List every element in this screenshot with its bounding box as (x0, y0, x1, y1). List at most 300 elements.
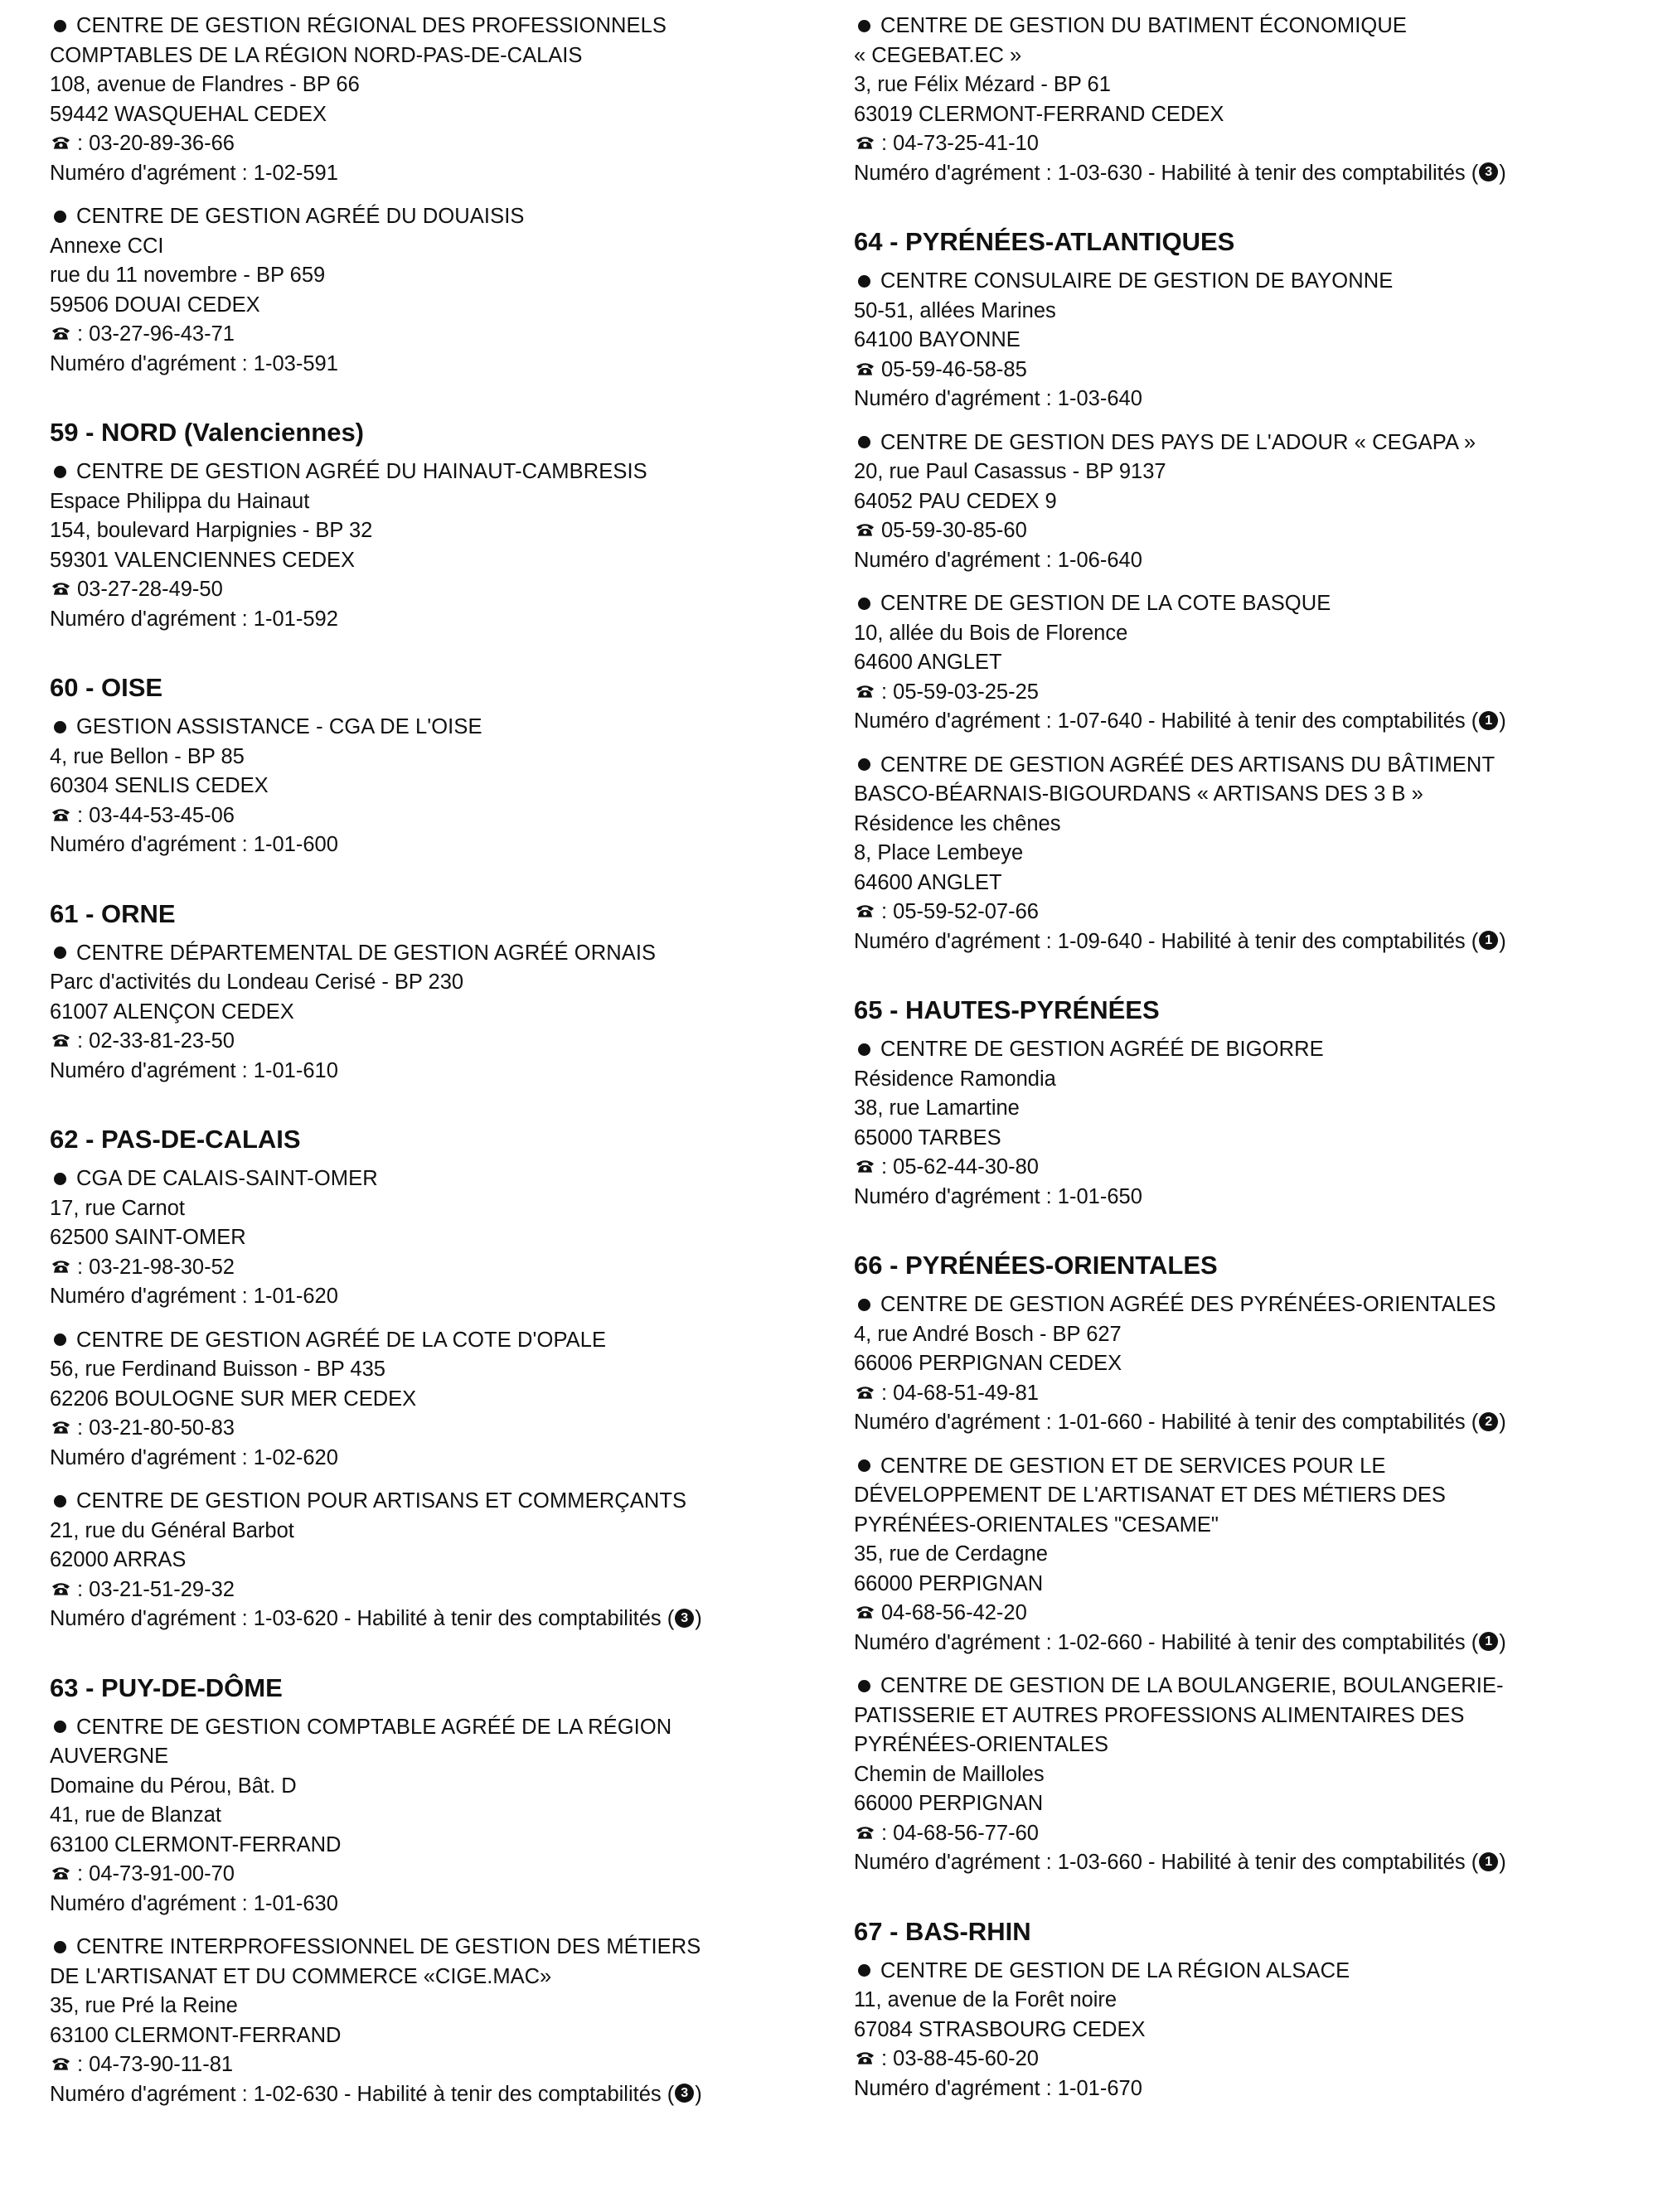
entry-line-text: 10, allée du Bois de Florence (854, 621, 1128, 645)
entry-name-text: CGA DE CALAIS-SAINT-OMER (76, 1167, 378, 1190)
entry-address-line (50, 1223, 829, 1253)
bullet-icon (54, 466, 66, 478)
entry-line-text: 11, avenue de la Forêt noire (854, 1988, 1117, 2011)
phone-icon (856, 684, 875, 699)
entry-agrement (50, 1282, 829, 1312)
entry-name (50, 1933, 829, 1963)
entry-agrement (854, 927, 1629, 957)
entry-phone (50, 320, 829, 350)
left-column (50, 12, 829, 2123)
phone-number: : 04-73-25-41-10 (881, 132, 1039, 155)
closing-parenthesis: ) (1499, 929, 1506, 953)
entry-phone (854, 1153, 1629, 1183)
phone-number: : 03-21-80-50-83 (77, 1416, 235, 1440)
entry-name-text: CENTRE DE GESTION AGRÉÉ DE BIGORRE (880, 1038, 1324, 1061)
bullet-icon (858, 1459, 870, 1472)
entry-line-text: 4, rue André Bosch - BP 627 (854, 1322, 1122, 1346)
directory-entry (854, 751, 1629, 957)
phone-icon (51, 581, 70, 596)
entry-name-text: CENTRE DE GESTION DES PAYS DE L'ADOUR « CEGAPA » (880, 430, 1476, 454)
entry-line-text: 64100 BAYONNE (854, 328, 1020, 351)
entry-line-text: 38, rue Lamartine (854, 1096, 1020, 1120)
entry-name-text: CENTRE DE GESTION AGRÉÉ DE LA COTE D'OPALE (76, 1328, 607, 1352)
phone-number: : 03-20-89-36-66 (77, 132, 235, 155)
entry-agrement (50, 605, 829, 635)
phone-number: : 04-68-51-49-81 (881, 1381, 1039, 1405)
bullet-icon (858, 1964, 870, 1977)
entry-agrement (854, 707, 1629, 737)
entry-line-text: 3, rue Félix Mézard - BP 61 (854, 73, 1111, 96)
entry-phone (854, 516, 1629, 546)
closing-parenthesis: ) (1499, 1411, 1506, 1434)
entry-address-line (854, 869, 1629, 898)
entry-line-text: 59301 VALENCIENNES CEDEX (50, 548, 356, 572)
entry-address-line (854, 70, 1629, 100)
entry-phone (50, 1253, 829, 1283)
agrement-text: Numéro d'agrément : 1-01-620 (50, 1285, 338, 1308)
entry-name-text: CENTRE CONSULAIRE DE GESTION DE BAYONNE (880, 269, 1394, 293)
entry-line-text: 41, rue de Blanzat (50, 1803, 221, 1827)
entry-address-line (854, 1124, 1629, 1154)
entry-name-text: CENTRE DE GESTION POUR ARTISANS ET COMMERÇANTS (76, 1489, 687, 1513)
entry-line-text: 62500 SAINT-OMER (50, 1226, 246, 1249)
entry-address-line (854, 1540, 1629, 1570)
entry-line-text: 65000 TARBES (854, 1125, 1001, 1150)
phone-icon (856, 1825, 875, 1840)
entry-address-line (854, 1789, 1629, 1819)
agrement-text: Numéro d'agrément : 1-02-591 (50, 161, 338, 185)
entry-line-text: 50-51, allées Marines (854, 298, 1056, 322)
entry-address-line (50, 1194, 829, 1224)
entry-line-text: COMPTABLES DE LA RÉGION NORD-PAS-DE-CALAIS (50, 43, 583, 67)
entry-address-line (854, 2016, 1629, 2045)
entry-address-line (50, 1963, 829, 1992)
entry-address-line (50, 998, 829, 1028)
entry-name-text: CENTRE DE GESTION AGRÉÉ DU HAINAUT-CAMBRESIS (76, 460, 647, 483)
entry-line-text: Résidence les chênes (854, 811, 1061, 835)
entry-name (50, 1713, 829, 1743)
entry-address-line (50, 487, 829, 517)
entry-name (854, 1672, 1629, 1701)
entry-phone (50, 2050, 829, 2080)
entry-address-line (854, 1760, 1629, 1790)
entry-address-line (854, 648, 1629, 678)
entry-address-line (854, 619, 1629, 649)
bullet-icon (858, 598, 870, 610)
entry-agrement (50, 350, 829, 380)
entry-name (854, 428, 1629, 458)
entry-name (50, 202, 829, 232)
entry-phone (854, 1599, 1629, 1629)
phone-number: : 04-68-56-77-60 (881, 1821, 1039, 1845)
entry-address-line (50, 1742, 829, 1772)
bullet-icon (54, 721, 66, 733)
directory-entry (854, 1452, 1629, 1658)
entry-agrement (854, 2074, 1629, 2104)
entry-address-line (50, 743, 829, 772)
bullet-icon (858, 1043, 870, 1056)
entry-phone (854, 1819, 1629, 1849)
entry-name (854, 267, 1629, 297)
entry-address-line (854, 810, 1629, 840)
entry-address-line (50, 1992, 829, 2021)
directory-entry (50, 457, 829, 634)
entry-name (854, 751, 1629, 781)
bullet-icon (54, 1721, 66, 1733)
entry-address-line (50, 1546, 829, 1576)
entry-name (854, 1035, 1629, 1065)
entry-phone (50, 575, 829, 605)
entry-address-line (50, 1772, 829, 1802)
section-heading: 59 - NORD (Valenciennes) (50, 418, 365, 447)
phone-icon (51, 326, 70, 341)
entry-name-text: CENTRE DE GESTION DE LA BOULANGERIE, BOULANGERIE- (880, 1674, 1504, 1697)
entry-line-text: BASCO-BÉARNAIS-BIGOURDANS « ARTISANS DES 3 B » (854, 782, 1423, 806)
entry-address-line (854, 1481, 1629, 1511)
closing-parenthesis: ) (1499, 709, 1506, 733)
phone-number: : 03-21-98-30-52 (77, 1255, 235, 1279)
phone-icon (51, 1033, 70, 1048)
entry-line-text: DE L'ARTISANAT ET DU COMMERCE «CIGE.MAC» (50, 1964, 552, 1988)
section-heading: 66 - PYRÉNÉES-ORIENTALES (854, 1251, 1218, 1280)
phone-number: : 03-88-45-60-20 (881, 2047, 1039, 2070)
entry-agrement (50, 1057, 829, 1087)
entry-name (854, 1957, 1629, 1987)
phone-icon (51, 1259, 70, 1274)
entry-phone (50, 1576, 829, 1605)
section-heading: 67 - BAS-RHIN (854, 1916, 1031, 1946)
entry-line-text: Annexe CCI (50, 234, 164, 258)
section-heading: 60 - OISE (50, 673, 163, 702)
entry-line-text: 60304 SENLIS CEDEX (50, 774, 269, 797)
entry-line-text: 108, avenue de Flandres - BP 66 (50, 73, 360, 96)
entry-line-text: PYRÉNÉES-ORIENTALES (854, 1733, 1109, 1756)
entry-address-line (854, 1701, 1629, 1731)
agrement-text: Numéro d'agrément : 1-03-640 (854, 387, 1142, 410)
entry-address-line (854, 100, 1629, 130)
entry-line-text: 56, rue Ferdinand Buisson - BP 435 (50, 1358, 385, 1381)
phone-number: : 03-27-96-43-71 (77, 322, 235, 346)
entry-address-line (854, 1570, 1629, 1600)
entry-address-line (50, 2021, 829, 2051)
agrement-text: Numéro d'agrément : 1-02-620 (50, 1445, 338, 1469)
bullet-icon (54, 1941, 66, 1953)
directory-entry (50, 713, 829, 860)
entry-line-text: rue du 11 novembre - BP 659 (50, 264, 326, 287)
entry-line-text: 59506 DOUAI CEDEX (50, 293, 260, 317)
bullet-icon (858, 20, 870, 32)
entry-name-text: CENTRE DE GESTION AGRÉÉ DES PYRÉNÉES-ORIENTALES (880, 1293, 1496, 1316)
agrement-text: Numéro d'agrément : 1-03-660 - Habilité à tenir des comptabilités ( (854, 1851, 1479, 1874)
entry-name (50, 939, 829, 969)
entry-agrement (854, 546, 1629, 576)
circled-number-icon: 1 (1479, 1852, 1498, 1871)
entry-phone (854, 678, 1629, 708)
entry-name (854, 589, 1629, 619)
entry-name-text: CENTRE DE GESTION DU BATIMENT ÉCONOMIQUE (880, 14, 1407, 37)
entry-phone (854, 129, 1629, 159)
entry-line-text: 66000 PERPIGNAN (854, 1571, 1044, 1595)
entry-address-line (854, 1320, 1629, 1350)
phone-icon (856, 1605, 875, 1619)
entry-name-text: CENTRE DE GESTION AGRÉÉ DES ARTISANS DU BÂTIMENT (880, 753, 1496, 777)
section-heading: 61 - ORNE (50, 898, 176, 928)
entry-name (854, 1290, 1629, 1320)
entry-address-line (854, 41, 1629, 71)
entry-name-text: GESTION ASSISTANCE - CGA DE L'OISE (76, 715, 482, 738)
entry-line-text: 67084 STRASBOURG CEDEX (854, 2017, 1146, 2041)
entry-agrement (854, 1848, 1629, 1878)
entry-name (50, 12, 829, 41)
closing-parenthesis: ) (695, 2082, 702, 2106)
directory-entry (854, 1957, 1629, 2104)
entry-address-line (854, 780, 1629, 810)
agrement-text: Numéro d'agrément : 1-03-620 - Habilité à tenir des comptabilités ( (50, 1607, 675, 1630)
entry-phone (854, 1379, 1629, 1409)
entry-address-line (854, 1511, 1629, 1541)
bullet-icon (858, 275, 870, 288)
directory-entry (50, 202, 829, 379)
entry-name (854, 12, 1629, 41)
phone-number: : 02-33-81-23-50 (77, 1029, 235, 1053)
entry-address-line (50, 516, 829, 546)
entry-name-text: CENTRE DE GESTION COMPTABLE AGRÉÉ DE LA RÉGION (76, 1715, 672, 1739)
entry-agrement (50, 1444, 829, 1474)
entry-line-text: AUVERGNE (50, 1745, 169, 1768)
entry-phone (50, 1027, 829, 1057)
entry-address-line (50, 772, 829, 801)
entry-line-text: 64052 PAU CEDEX 9 (854, 489, 1057, 513)
entry-address-line (50, 100, 829, 130)
circled-number-icon: 1 (1479, 931, 1498, 950)
circled-number-icon: 3 (675, 1609, 694, 1628)
agrement-text: Numéro d'agrément : 1-02-660 - Habilité à tenir des comptabilités ( (854, 1630, 1479, 1654)
phone-icon (51, 2056, 70, 2071)
entry-line-text: Résidence Ramondia (854, 1067, 1056, 1091)
closing-parenthesis: ) (1499, 1851, 1506, 1874)
entry-phone (50, 1414, 829, 1444)
phone-number: 04-68-56-42-20 (881, 1601, 1027, 1624)
bullet-icon (858, 758, 870, 771)
entry-line-text: 62206 BOULOGNE SUR MER CEDEX (50, 1387, 417, 1411)
entry-agrement (854, 385, 1629, 414)
agrement-text: Numéro d'agrément : 1-01-660 - Habilité à tenir des comptabilités ( (854, 1411, 1479, 1434)
entry-address-line (854, 1065, 1629, 1095)
agrement-text: Numéro d'agrément : 1-01-610 (50, 1058, 338, 1082)
directory-entry (854, 428, 1629, 576)
phone-icon (856, 2050, 875, 2065)
entry-address-line (50, 1831, 829, 1861)
section-heading: 63 - PUY-DE-DÔME (50, 1672, 283, 1702)
entry-address-line (50, 1801, 829, 1831)
entry-line-text: 4, rue Bellon - BP 85 (50, 744, 245, 768)
bullet-icon (54, 946, 66, 959)
entry-agrement (50, 1605, 829, 1634)
entry-line-text: 21, rue du Général Barbot (50, 1518, 294, 1542)
entry-address-line (854, 487, 1629, 517)
entry-agrement (854, 159, 1629, 189)
entry-address-line (854, 297, 1629, 327)
entry-address-line (50, 232, 829, 262)
circled-number-icon: 1 (1479, 711, 1498, 730)
phone-icon (51, 1866, 70, 1880)
bullet-icon (54, 211, 66, 223)
entry-address-line (50, 1355, 829, 1385)
phone-number: : 03-21-51-29-32 (77, 1577, 235, 1601)
agrement-text: Numéro d'agrément : 1-03-591 (50, 351, 338, 375)
agrement-text: Numéro d'agrément : 1-01-670 (854, 2076, 1142, 2100)
phone-number: 05-59-46-58-85 (881, 357, 1027, 381)
section-heading: 64 - PYRÉNÉES-ATLANTIQUES (854, 227, 1235, 256)
right-column (854, 12, 1629, 2118)
agrement-text: Numéro d'agrément : 1-01-592 (50, 607, 338, 631)
bullet-icon (54, 20, 66, 32)
directory-entry (854, 1035, 1629, 1212)
phone-number: : 04-73-91-00-70 (77, 1862, 235, 1885)
entry-address-line (50, 1385, 829, 1415)
entry-agrement (50, 2080, 829, 2110)
entry-phone (50, 129, 829, 159)
bullet-icon (54, 1333, 66, 1346)
entry-line-text: 17, rue Carnot (50, 1196, 186, 1220)
entry-agrement (854, 1183, 1629, 1212)
phone-icon (856, 903, 875, 918)
entry-address-line (854, 457, 1629, 487)
entry-line-text: PYRÉNÉES-ORIENTALES "CESAME" (854, 1513, 1219, 1537)
bullet-icon (858, 1299, 870, 1311)
phone-number: : 05-59-03-25-25 (881, 680, 1039, 704)
entry-name-text: CENTRE INTERPROFESSIONNEL DE GESTION DES MÉTIERS (76, 1935, 701, 1958)
circled-number-icon: 3 (675, 2084, 694, 2103)
phone-icon (51, 1581, 70, 1596)
entry-line-text: 63100 CLERMONT-FERRAND (50, 1832, 342, 1856)
directory-entry (854, 589, 1629, 737)
entry-line-text: 61007 ALENÇON CEDEX (50, 1000, 294, 1024)
entry-name (50, 1164, 829, 1194)
entry-line-text: Espace Philippa du Hainaut (50, 489, 310, 513)
entry-agrement (854, 1408, 1629, 1438)
entry-phone (854, 2045, 1629, 2074)
agrement-text: Numéro d'agrément : 1-01-600 (50, 833, 338, 856)
phone-number: : 05-62-44-30-80 (881, 1155, 1039, 1179)
entry-name (50, 1487, 829, 1517)
directory-entry (50, 1164, 829, 1312)
phone-number: : 03-44-53-45-06 (77, 803, 235, 827)
directory-entry (854, 1672, 1629, 1878)
entry-address-line (50, 261, 829, 291)
directory-entry (50, 1487, 829, 1634)
agrement-text: Numéro d'agrément : 1-09-640 - Habilité à tenir des comptabilités ( (854, 929, 1479, 953)
agrement-text: Numéro d'agrément : 1-01-630 (50, 1891, 338, 1915)
entry-name (50, 1326, 829, 1356)
circled-number-icon: 1 (1479, 1632, 1498, 1651)
entry-line-text: PATISSERIE ET AUTRES PROFESSIONS ALIMENTAIRES DES (854, 1703, 1465, 1727)
entry-name (50, 457, 829, 487)
entry-phone (50, 1860, 829, 1890)
closing-parenthesis: ) (1499, 161, 1506, 185)
agrement-text: Numéro d'agrément : 1-07-640 - Habilité à tenir des comptabilités ( (854, 709, 1479, 733)
phone-icon (856, 361, 875, 376)
entry-name-text: CENTRE DE GESTION AGRÉÉ DU DOUAISIS (76, 205, 525, 228)
entry-address-line (50, 968, 829, 998)
entry-address-line (854, 1094, 1629, 1124)
entry-line-text: Domaine du Pérou, Bât. D (50, 1774, 297, 1798)
entry-agrement (50, 830, 829, 860)
entry-address-line (854, 1730, 1629, 1760)
directory-entry (854, 12, 1629, 188)
entry-name-text: CENTRE DE GESTION ET DE SERVICES POUR LE (880, 1454, 1386, 1478)
phone-icon (856, 1385, 875, 1400)
entry-address-line (50, 70, 829, 100)
closing-parenthesis: ) (695, 1607, 702, 1630)
entry-phone (50, 801, 829, 831)
entry-line-text: 66006 PERPIGNAN CEDEX (854, 1352, 1122, 1375)
entry-line-text: 59442 WASQUEHAL CEDEX (50, 102, 327, 126)
entry-line-text: Chemin de Mailloles (854, 1762, 1045, 1786)
agrement-text: Numéro d'agrément : 1-03-630 - Habilité à tenir des comptabilités ( (854, 161, 1479, 185)
entry-address-line (50, 546, 829, 576)
entry-line-text: 20, rue Paul Casassus - BP 9137 (854, 460, 1166, 483)
directory-entry (50, 939, 829, 1087)
entry-address-line (50, 291, 829, 321)
entry-line-text: Parc d'activités du Londeau Cerisé - BP 230 (50, 970, 464, 994)
circled-number-icon: 2 (1479, 1412, 1498, 1431)
entry-line-text: DÉVELOPPEMENT DE L'ARTISANAT ET DES MÉTIERS DES (854, 1484, 1446, 1507)
directory-entry (50, 12, 829, 188)
bullet-icon (54, 1495, 66, 1508)
entry-address-line (854, 1986, 1629, 2016)
section-heading: 62 - PAS-DE-CALAIS (50, 1125, 301, 1154)
directory-entry (50, 1933, 829, 2109)
agrement-text: Numéro d'agrément : 1-06-640 (854, 548, 1142, 572)
phone-number: : 05-59-52-07-66 (881, 900, 1039, 923)
closing-parenthesis: ) (1499, 1630, 1506, 1654)
phone-icon (856, 1159, 875, 1174)
phone-icon (856, 522, 875, 537)
entry-phone (854, 898, 1629, 927)
bullet-icon (54, 1173, 66, 1185)
phone-number: 03-27-28-49-50 (77, 578, 223, 601)
entry-line-text: 63100 CLERMONT-FERRAND (50, 2023, 342, 2047)
section-heading: 65 - HAUTES-PYRÉNÉES (854, 995, 1160, 1024)
entry-address-line (854, 326, 1629, 356)
entry-line-text: 63019 CLERMONT-FERRAND CEDEX (854, 102, 1224, 126)
directory-entry (50, 1326, 829, 1474)
phone-icon (856, 135, 875, 150)
entry-line-text: 154, boulevard Harpignies - BP 32 (50, 519, 373, 542)
directory-entry (854, 267, 1629, 414)
entry-line-text: 8, Place Lembeye (854, 841, 1024, 864)
entry-line-text: 62000 ARRAS (50, 1548, 187, 1571)
entry-line-text: 35, rue de Cerdagne (854, 1542, 1048, 1566)
phone-number: : 04-73-90-11-81 (77, 2053, 234, 2076)
phone-icon (51, 135, 70, 150)
entry-agrement (50, 159, 829, 189)
entry-name-text: CENTRE DÉPARTEMENTAL DE GESTION AGRÉÉ ORNAIS (76, 941, 657, 965)
agrement-text: Numéro d'agrément : 1-02-630 - Habilité à tenir des comptabilités ( (50, 2082, 675, 2106)
phone-icon (51, 807, 70, 822)
entry-line-text: 66000 PERPIGNAN (854, 1792, 1044, 1815)
entry-line-text: 64600 ANGLET (854, 651, 1002, 674)
entry-name-text: CENTRE DE GESTION DE LA RÉGION ALSACE (880, 1958, 1350, 1982)
bullet-icon (858, 1680, 870, 1692)
entry-line-text: « CEGEBAT.EC » (854, 43, 1022, 67)
entry-agrement (50, 1890, 829, 1919)
entry-name-text: CENTRE DE GESTION RÉGIONAL DES PROFESSIONNELS (76, 14, 667, 37)
agrement-text: Numéro d'agrément : 1-01-650 (854, 1184, 1142, 1208)
entry-phone (854, 356, 1629, 385)
circled-number-icon: 3 (1479, 162, 1498, 182)
